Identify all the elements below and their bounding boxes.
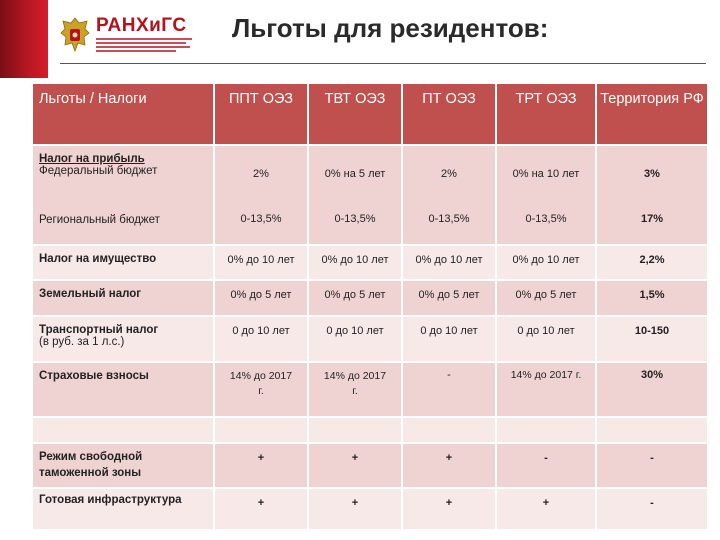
corner-accent-bar bbox=[0, 0, 48, 78]
table-cell bbox=[496, 417, 596, 443]
table-cell: 0% до 10 лет bbox=[308, 245, 402, 280]
table-cell bbox=[402, 417, 496, 443]
title-divider bbox=[60, 63, 706, 64]
table-header-row bbox=[32, 83, 708, 145]
federal-value: 0% на 10 лет bbox=[512, 168, 580, 180]
row-title: Налог на прибыль bbox=[39, 153, 145, 165]
table-cell bbox=[214, 145, 308, 245]
table-cell: 0% до 10 лет bbox=[496, 245, 596, 280]
row-label bbox=[32, 145, 214, 245]
table-cell: 0% до 5 лет bbox=[496, 280, 596, 316]
table-cell: + bbox=[496, 488, 596, 530]
table-cell bbox=[596, 145, 708, 245]
table-cell: - bbox=[596, 488, 708, 530]
table-row bbox=[32, 362, 708, 417]
benefits-table bbox=[31, 82, 709, 531]
table-row bbox=[32, 488, 708, 530]
page-title: Льготы для резидентов: bbox=[232, 13, 549, 43]
row-label: Налог на имущество bbox=[32, 245, 214, 280]
header-cell: ППТ ОЭЗ bbox=[214, 83, 308, 145]
table-cell: 0 до 10 лет bbox=[402, 316, 496, 362]
row-label: Готовая инфраструктура bbox=[32, 488, 214, 530]
regional-value: 0-13,5% bbox=[525, 213, 567, 225]
table-cell: - bbox=[402, 362, 496, 417]
table-cell: - bbox=[496, 443, 596, 488]
table-row bbox=[32, 245, 708, 280]
regional-value: 0-13,5% bbox=[240, 213, 282, 225]
row-sublabel: (в руб. за 1 л.с.) bbox=[39, 336, 125, 348]
federal-value: 3% bbox=[644, 168, 660, 180]
row-label bbox=[32, 417, 214, 443]
table-cell: 0 до 10 лет bbox=[308, 316, 402, 362]
federal-value: 2% bbox=[253, 168, 269, 180]
table-row bbox=[32, 443, 708, 488]
table-cell: 0 до 10 лет bbox=[214, 316, 308, 362]
table-cell: 14% до 2017 г. bbox=[308, 362, 402, 417]
row-label: Страховые взносы bbox=[32, 362, 214, 417]
row-label: Режим свободной таможенной зоны bbox=[32, 443, 214, 488]
table-row bbox=[32, 417, 708, 443]
federal-value: 0% на 5 лет bbox=[324, 168, 386, 180]
table-cell: + bbox=[402, 488, 496, 530]
table-row bbox=[32, 280, 708, 316]
table-cell bbox=[496, 145, 596, 245]
table-cell: 0% до 5 лет bbox=[308, 280, 402, 316]
table-cell bbox=[402, 145, 496, 245]
ranepa-logo bbox=[60, 12, 190, 58]
eagle-emblem-icon bbox=[60, 15, 90, 55]
header-cell: Льготы / Налоги bbox=[32, 83, 214, 145]
table-cell: + bbox=[402, 443, 496, 488]
row-label: Земельный налог bbox=[32, 280, 214, 316]
header-cell: Территория РФ bbox=[596, 83, 708, 145]
logo-subtitle-lines bbox=[96, 37, 192, 54]
table-cell: - bbox=[596, 443, 708, 488]
table-row bbox=[32, 145, 708, 245]
table-cell: 1,5% bbox=[596, 280, 708, 316]
table-cell: 0% до 10 лет bbox=[214, 245, 308, 280]
header-cell: ПТ ОЭЗ bbox=[402, 83, 496, 145]
regional-value: 17% bbox=[640, 213, 664, 225]
table-cell: 0% до 10 лет bbox=[402, 245, 496, 280]
regional-value: 0-13,5% bbox=[428, 213, 470, 225]
table-cell: + bbox=[308, 488, 402, 530]
federal-value: 2% bbox=[441, 168, 457, 180]
table-cell: 30% bbox=[596, 362, 708, 417]
table-cell: 0% до 5 лет bbox=[214, 280, 308, 316]
table-row bbox=[32, 316, 708, 362]
table-cell bbox=[308, 417, 402, 443]
table-cell: 10-150 bbox=[596, 316, 708, 362]
table-cell: 14% до 2017 г. bbox=[496, 362, 596, 417]
table-cell: + bbox=[308, 443, 402, 488]
regional-label: Региональный бюджет bbox=[39, 214, 160, 226]
table-cell: + bbox=[214, 488, 308, 530]
table-cell: 0 до 10 лет bbox=[496, 316, 596, 362]
federal-label: Федеральный бюджет bbox=[39, 165, 158, 177]
table-cell: + bbox=[214, 443, 308, 488]
table-cell bbox=[214, 417, 308, 443]
header-cell: ТРТ ОЭЗ bbox=[496, 83, 596, 145]
logo-name: РАНХиГС bbox=[96, 15, 187, 36]
row-label bbox=[32, 316, 214, 362]
table-cell bbox=[308, 145, 402, 245]
table-cell: 2,2% bbox=[596, 245, 708, 280]
row-title: Транспортный налог bbox=[39, 324, 159, 336]
table-cell: 14% до 2017 г. bbox=[214, 362, 308, 417]
table-cell bbox=[596, 417, 708, 443]
regional-value: 0-13,5% bbox=[334, 213, 376, 225]
table-cell: 0% до 5 лет bbox=[402, 280, 496, 316]
header-cell: ТВТ ОЭЗ bbox=[308, 83, 402, 145]
